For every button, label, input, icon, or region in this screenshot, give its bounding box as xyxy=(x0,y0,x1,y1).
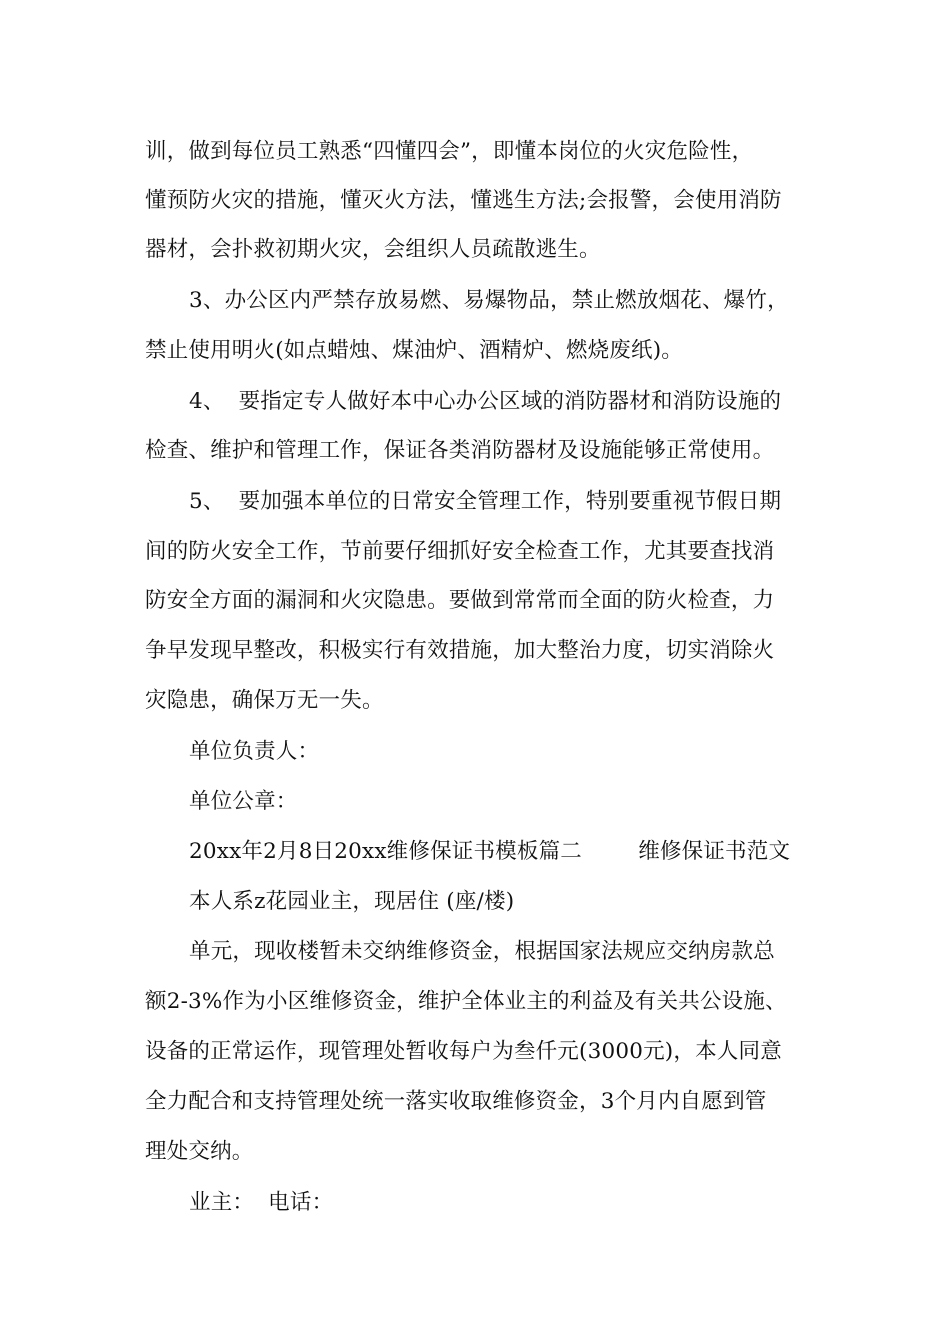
paragraph-line: 单元，现收楼暂未交纳维修资金，根据国家法规应交纳房款总 xyxy=(189,939,775,964)
paragraph-line: 禁止使用明火(如点蜡烛、煤油炉、酒精炉、燃烧废纸)。 xyxy=(145,338,683,363)
paragraph-line: 灾隐患，确保万无一失。 xyxy=(145,688,384,713)
paragraph-line: 设备的正常运作，现管理处暂收每户为叁仟元(3000元)，本人同意 xyxy=(145,1039,782,1064)
paragraph-line: 器材，会扑救初期火灾，会组织人员疏散逃生。 xyxy=(145,237,601,262)
paragraph-line: 检查、维护和管理工作，保证各类消防器材及设施能够正常使用。 xyxy=(145,438,775,463)
paragraph-line: 训，做到每位员工熟悉“四懂四会”，即懂本岗位的火灾危险性， xyxy=(145,139,754,164)
item-5-line: 5、 要加强本单位的日常安全管理工作，特别要重视节假日期 xyxy=(189,489,782,514)
paragraph-line: 本人系z花园业主，现居住 (座/楼) xyxy=(189,889,515,914)
unit-head-line: 单位负责人： xyxy=(189,739,320,764)
paragraph-line: 理处交纳。 xyxy=(145,1139,254,1164)
paragraph-line: 额2-3%作为小区维修资金，维护全体业主的利益及有关共公设施、 xyxy=(145,989,787,1014)
item-3-line: 3、办公区内严禁存放易燃、易爆物品，禁止燃放烟花、爆竹， xyxy=(189,288,789,313)
paragraph-line: 间的防火安全工作，节前要仔细抓好安全检查工作，尤其要查找消 xyxy=(145,539,775,564)
paragraph-line: 全力配合和支持管理处统一落实收取维修资金，3个月内自愿到管 xyxy=(145,1089,767,1114)
paragraph-line: 懂预防火灾的措施，懂灭火方法，懂逃生方法;会报警，会使用消防 xyxy=(145,188,782,213)
item-4-line: 4、 要指定专人做好本中心办公区域的消防器材和消防设施的 xyxy=(189,389,782,414)
unit-seal-line: 单位公章： xyxy=(189,789,298,814)
owner-phone-line: 业主： 电话： xyxy=(189,1190,334,1215)
paragraph-line: 防安全方面的漏洞和火灾隐患。要做到常常而全面的防火检查，力 xyxy=(145,588,775,613)
paragraph-line: 争早发现早整改，积极实行有效措施，加大整治力度，切实消除火 xyxy=(145,638,775,663)
date-title-line: 20xx年2月8日20xx维修保证书模板篇二 维修保证书范文 xyxy=(189,839,791,864)
